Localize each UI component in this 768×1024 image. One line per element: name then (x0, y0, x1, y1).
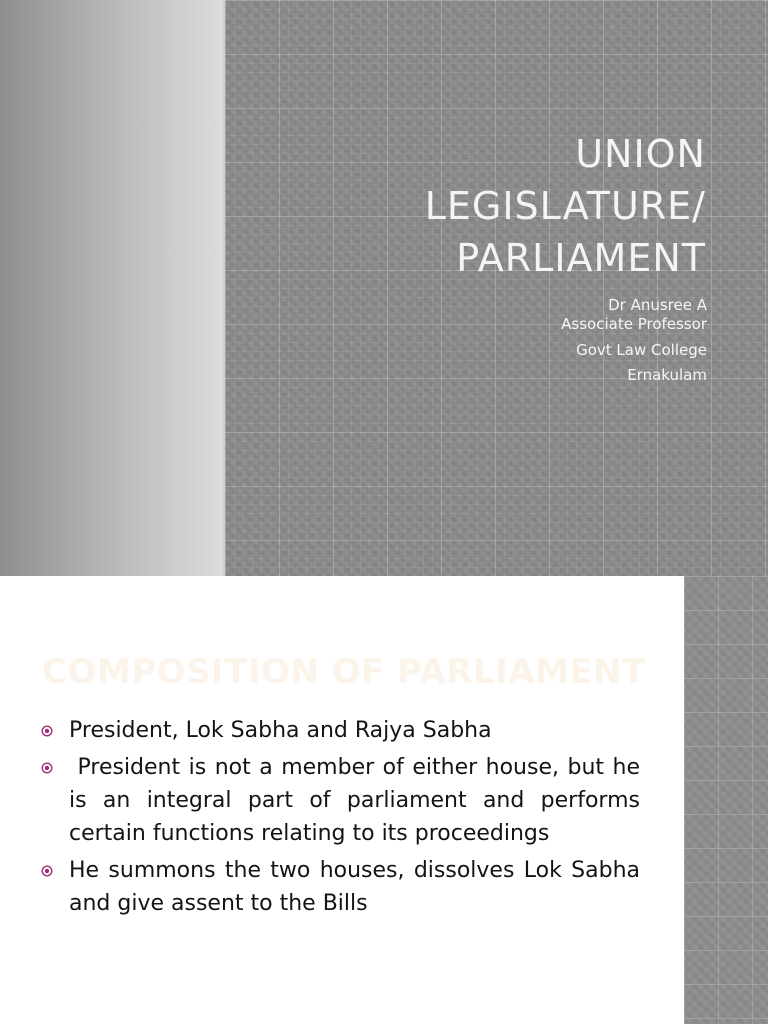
list-item-text: President is not a member of either house, but he is an integral part of parliament and performs certain functions relating to its proceedings (69, 755, 647, 846)
gradient-panel (0, 0, 223, 576)
patterned-strip (684, 576, 768, 1024)
bullet-list (40, 714, 647, 924)
author-location: Ernakulam (627, 366, 707, 384)
list-item (40, 751, 647, 850)
title-line: LEGISLATURE/ (424, 184, 706, 228)
content-slide (0, 576, 768, 1024)
author-name: Dr Anusree A (608, 296, 707, 314)
circle-dot-icon (41, 762, 53, 774)
title-line: PARLIAMENT (456, 236, 706, 280)
author-position: Associate Professor (561, 315, 707, 333)
list-item-text: President, Lok Sabha and Rajya Sabha (69, 718, 492, 743)
author-institution: Govt Law College (576, 341, 707, 359)
list-item-text: He summons the two houses, dissolves Lok Sabha and give assent to the Bills (69, 858, 640, 916)
title-line: UNION (575, 132, 706, 176)
slide-title (266, 128, 706, 284)
circle-dot-icon (41, 725, 53, 737)
list-item (40, 714, 640, 747)
slide-subtitle (347, 296, 707, 388)
slide-heading: COMPOSITION OF PARLIAMENT (42, 652, 646, 692)
list-item (40, 854, 640, 920)
patterned-panel (225, 0, 768, 576)
circle-dot-icon (41, 865, 53, 877)
